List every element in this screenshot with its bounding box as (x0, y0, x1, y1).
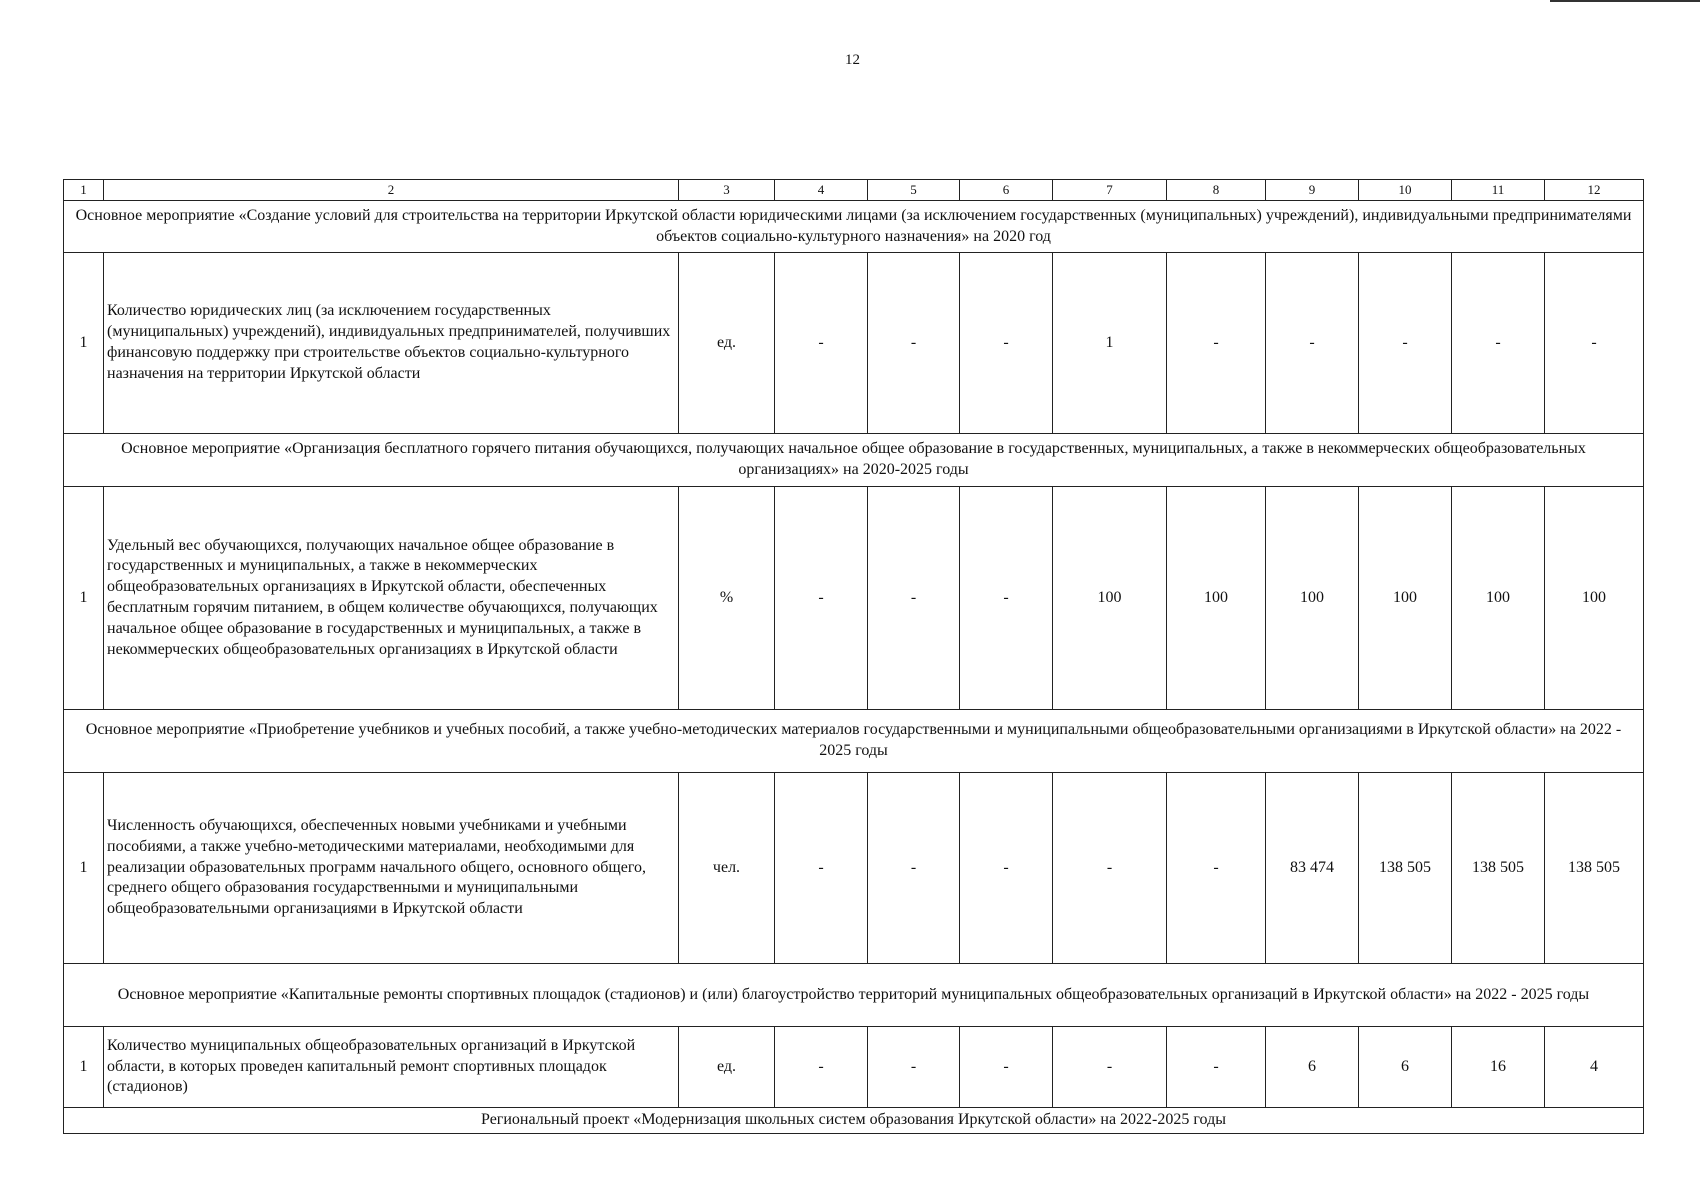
value-cell: 100 (1167, 487, 1266, 710)
column-number: 4 (775, 180, 868, 201)
table-row (64, 253, 1644, 434)
value-cell: - (960, 1027, 1053, 1108)
value-cell: 100 (1359, 487, 1452, 710)
value-cell: - (1266, 253, 1359, 434)
value-cell: - (775, 1027, 868, 1108)
value-cell: 138 505 (1545, 773, 1644, 964)
value-cell: 4 (1545, 1027, 1644, 1108)
table-row (64, 773, 1644, 964)
value-cell: 138 505 (1359, 773, 1452, 964)
value-cell: - (1545, 253, 1644, 434)
value-cell: - (775, 253, 868, 434)
column-numbers-row (64, 180, 1644, 201)
value-cell: 100 (1053, 487, 1167, 710)
value-cell: - (868, 487, 960, 710)
section-header-row (64, 964, 1644, 1027)
section-title: Региональный проект «Модернизация школьных систем образования Иркутской области» на 2022-2025 годы (64, 1108, 1644, 1134)
column-number: 12 (1545, 180, 1644, 201)
value-cell: - (775, 773, 868, 964)
value-cell: 6 (1359, 1027, 1452, 1108)
row-number: 1 (64, 487, 104, 710)
section-header-row (64, 1108, 1644, 1134)
section-header-row (64, 201, 1644, 253)
top-rule (1550, 0, 1700, 2)
value-cell: - (868, 773, 960, 964)
column-number: 9 (1266, 180, 1359, 201)
column-number: 6 (960, 180, 1053, 201)
column-number: 5 (868, 180, 960, 201)
unit-cell: чел. (679, 773, 775, 964)
column-number: 8 (1167, 180, 1266, 201)
section-title: Основное мероприятие «Создание условий для строительства на территории Иркутской области юридическими лицами (за исключением государственных (муниципальных) учреждений), индивидуальными предпринимателями объектов социально-культурного назначения» на 2020 год (64, 201, 1644, 253)
value-cell: 83 474 (1266, 773, 1359, 964)
value-cell: - (960, 487, 1053, 710)
value-cell: - (1359, 253, 1452, 434)
column-number: 10 (1359, 180, 1452, 201)
value-cell: - (1053, 1027, 1167, 1108)
value-cell: 1 (1053, 253, 1167, 434)
row-number: 1 (64, 1027, 104, 1108)
section-title: Основное мероприятие «Капитальные ремонты спортивных площадок (стадионов) и (или) благоустройство территорий муниципальных общеобразовательных организаций в Иркутской области» на 2022 - 2025 годы (64, 964, 1644, 1027)
unit-cell: ед. (679, 1027, 775, 1108)
indicator-name: Количество муниципальных общеобразовательных организаций в Иркутской области, в которых проведен капитальный ремонт спортивных площадок (стадионов) (104, 1027, 679, 1108)
column-number: 11 (1452, 180, 1545, 201)
value-cell: - (775, 487, 868, 710)
table-row (64, 487, 1644, 710)
value-cell: 100 (1545, 487, 1644, 710)
column-number: 2 (104, 180, 679, 201)
value-cell: 100 (1452, 487, 1545, 710)
section-title: Основное мероприятие «Организация бесплатного горячего питания обучающихся, получающих начальное общее образование в государственных, муниципальных, а также в некоммерческих общеобразовательных организациях» на 2020-2025 годы (64, 434, 1644, 487)
indicator-name: Количество юридических лиц (за исключением государственных (муниципальных) учреждений), индивидуальных предпринимателей, получивших финансовую поддержку при строительстве объектов социально-культурного назначения на территории Иркутской области (104, 253, 679, 434)
value-cell: - (1167, 253, 1266, 434)
column-number: 1 (64, 180, 104, 201)
value-cell: 100 (1266, 487, 1359, 710)
section-title: Основное мероприятие «Приобретение учебников и учебных пособий, а также учебно-методических материалов государственными и муниципальными общеобразовательными организациями в Иркутской области» на 2022 - 2025 годы (64, 710, 1644, 773)
indicator-name: Численность обучающихся, обеспеченных новыми учебниками и учебными пособиями, а также учебно-методическими материалами, необходимыми для реализации образовательных программ начального общего, основного общего, среднего общего образования государственными и муниципальными общеобразовательными организациями в Иркутской области (104, 773, 679, 964)
value-cell: - (868, 1027, 960, 1108)
column-number: 7 (1053, 180, 1167, 201)
value-cell: - (960, 253, 1053, 434)
row-number: 1 (64, 773, 104, 964)
column-number: 3 (679, 180, 775, 201)
value-cell: - (960, 773, 1053, 964)
row-number: 1 (64, 253, 104, 434)
section-header-row (64, 710, 1644, 773)
table-row (64, 1027, 1644, 1108)
value-cell: - (1452, 253, 1545, 434)
value-cell: - (1053, 773, 1167, 964)
value-cell: - (1167, 773, 1266, 964)
unit-cell: ед. (679, 253, 775, 434)
section-header-row (64, 434, 1644, 487)
value-cell: 6 (1266, 1027, 1359, 1108)
value-cell: - (868, 253, 960, 434)
indicator-name: Удельный вес обучающихся, получающих начальное общее образование в государственных и муниципальных, а также в некоммерческих общеобразовательных организациях в Иркутской области, обеспеченных бесплатным горячим питанием, в общем количестве обучающихся, получающих начальное общее образование в государственных и муниципальных, а также в некоммерческих общеобразовательных организациях в Иркутской области (104, 487, 679, 710)
unit-cell: % (679, 487, 775, 710)
value-cell: 138 505 (1452, 773, 1545, 964)
page-number: 12 (845, 52, 860, 68)
indicators-table (63, 179, 1644, 1134)
value-cell: 16 (1452, 1027, 1545, 1108)
value-cell: - (1167, 1027, 1266, 1108)
